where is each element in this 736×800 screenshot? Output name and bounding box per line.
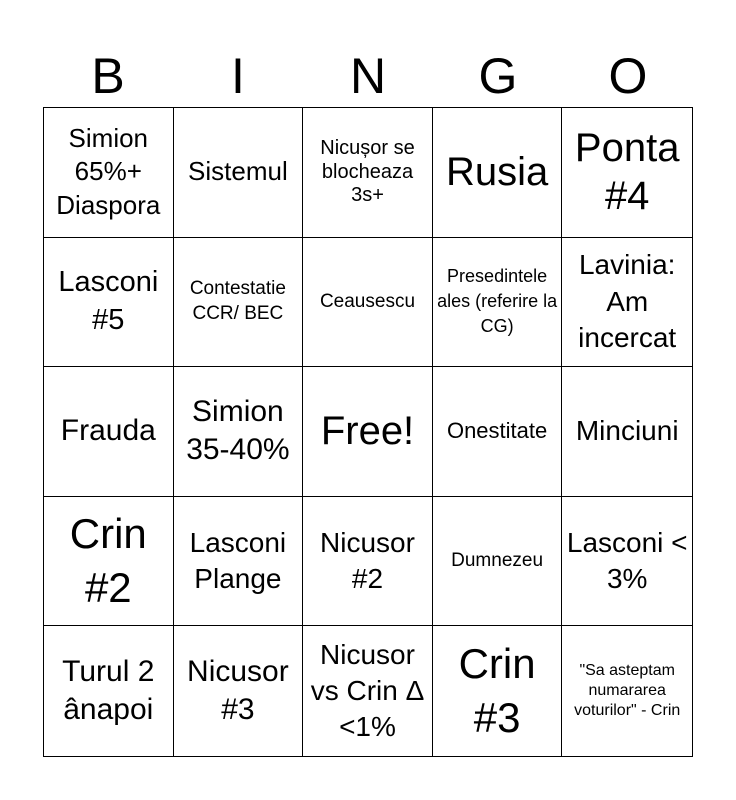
header-letter-n: N <box>349 48 387 104</box>
bingo-header <box>43 46 693 106</box>
bingo-cell[interactable]: Sistemul <box>174 108 304 238</box>
bingo-cell[interactable]: Crin #2 <box>44 497 174 627</box>
header-letter-b: B <box>91 48 125 104</box>
header-letter-i: I <box>231 48 245 104</box>
bingo-cell[interactable]: Nicusor #2 <box>303 497 433 627</box>
bingo-cell[interactable]: Rusia <box>433 108 563 238</box>
bingo-cell[interactable]: Ceausescu <box>303 238 433 368</box>
bingo-cell[interactable]: Minciuni <box>562 367 692 497</box>
bingo-cell[interactable]: Frauda <box>44 367 174 497</box>
bingo-board <box>43 107 693 757</box>
free-space[interactable]: Free! <box>303 367 433 497</box>
bingo-cell[interactable]: Lasconi #5 <box>44 238 174 368</box>
header-letter-g: G <box>478 48 518 104</box>
header-letter-o: O <box>608 48 648 104</box>
bingo-cell[interactable]: Contestatie CCR/ BEC <box>174 238 304 368</box>
bingo-cell[interactable]: Ponta #4 <box>562 108 692 238</box>
bingo-cell[interactable]: Turul 2 ânapoi <box>44 626 174 756</box>
bingo-cell[interactable]: Lasconi Plange <box>174 497 304 627</box>
bingo-cell[interactable]: Crin #3 <box>433 626 563 756</box>
bingo-cell[interactable]: Nicușor se blocheaza 3s+ <box>303 108 433 238</box>
bingo-cell[interactable]: Simion 65%+ Diaspora <box>44 108 174 238</box>
bingo-cell[interactable]: Nicusor #3 <box>174 626 304 756</box>
bingo-cell[interactable]: Presedintele ales (referire la CG) <box>433 238 563 368</box>
bingo-cell[interactable]: Nicusor vs Crin Δ <1% <box>303 626 433 756</box>
bingo-cell[interactable]: "Sa asteptam numararea voturilor" - Crin <box>574 662 681 720</box>
bingo-cell[interactable]: Dumnezeu <box>433 497 563 627</box>
bingo-cell[interactable]: Lasconi < 3% <box>562 497 692 627</box>
bingo-cell[interactable]: Lavinia: Am incercat <box>562 238 692 368</box>
bingo-cell[interactable]: Simion 35-40% <box>174 367 304 497</box>
bingo-cell[interactable]: Onestitate <box>433 367 563 497</box>
